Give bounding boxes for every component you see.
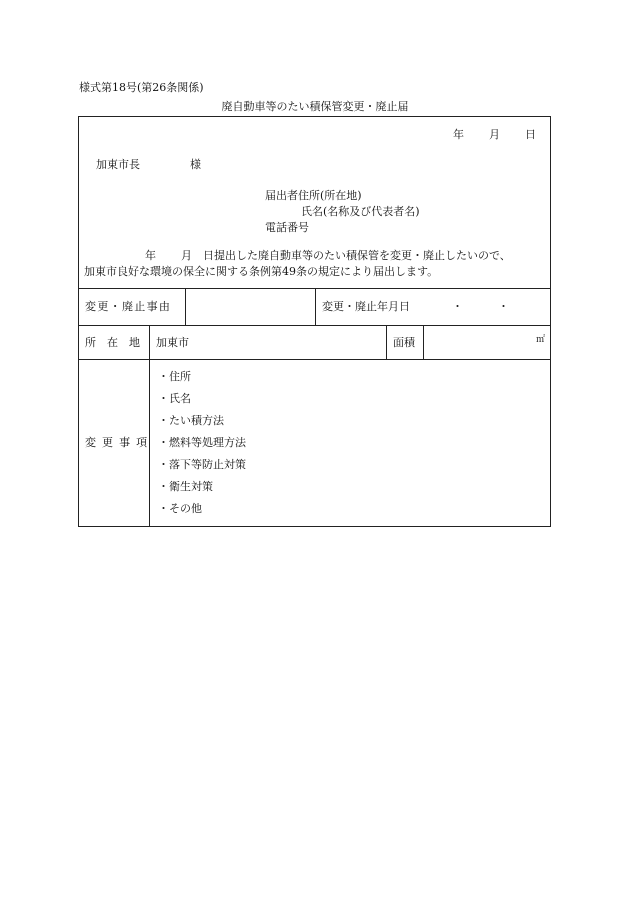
change-item-name: ・氏名 xyxy=(158,392,191,405)
col-divider-area-label xyxy=(386,325,387,359)
col-divider-change-date xyxy=(315,288,316,325)
date-day-label: 日 xyxy=(525,128,536,141)
col-divider-area-value xyxy=(423,325,424,359)
change-date-dot-2: ・ xyxy=(498,300,509,313)
change-item-fuel-disposal: ・燃料等処理方法 xyxy=(158,436,246,449)
col-divider-reason xyxy=(185,288,186,325)
change-item-address: ・住所 xyxy=(158,370,191,383)
changes-label: 変更事項 xyxy=(85,436,154,449)
form-box xyxy=(78,116,551,527)
addressee-name: 加東市長 xyxy=(96,158,140,171)
applicant-address-label: 届出者住所(所在地) xyxy=(265,189,362,202)
date-year-label: 年 xyxy=(453,128,464,141)
change-item-other: ・その他 xyxy=(158,502,202,515)
change-item-sanitation: ・衛生対策 xyxy=(158,480,213,493)
statement-line2: 加東市良好な環境の保全に関する条例第49条の規定により届出します。 xyxy=(84,265,439,278)
location-value: 加東市 xyxy=(156,336,189,349)
change-date-label: 変更・廃止年月日 xyxy=(322,300,410,313)
area-unit: ㎡ xyxy=(536,335,546,345)
change-item-storage-method: ・たい積方法 xyxy=(158,414,224,427)
addressee-honorific: 様 xyxy=(190,158,201,171)
area-label: 面積 xyxy=(393,336,415,349)
location-label: 所在地 xyxy=(85,336,151,349)
reason-label: 変更・廃止事由 xyxy=(85,300,172,313)
change-item-fall-prevention: ・落下等防止対策 xyxy=(158,458,246,471)
date-month-label: 月 xyxy=(489,128,500,141)
form-number: 様式第18号(第26条関係) xyxy=(79,81,204,94)
change-date-dot-1: ・ xyxy=(452,300,463,313)
statement-line1: 日提出した廃自動車等のたい積保管を変更・廃止したいので、 xyxy=(203,249,511,262)
form-title: 廃自動車等のたい積保管変更・廃止届 xyxy=(221,100,409,113)
applicant-name-label: 氏名(名称及び代表者名) xyxy=(301,205,420,218)
applicant-phone-label: 電話番号 xyxy=(265,221,309,234)
statement-year: 年 xyxy=(145,249,156,262)
statement-month: 月 xyxy=(181,249,192,262)
